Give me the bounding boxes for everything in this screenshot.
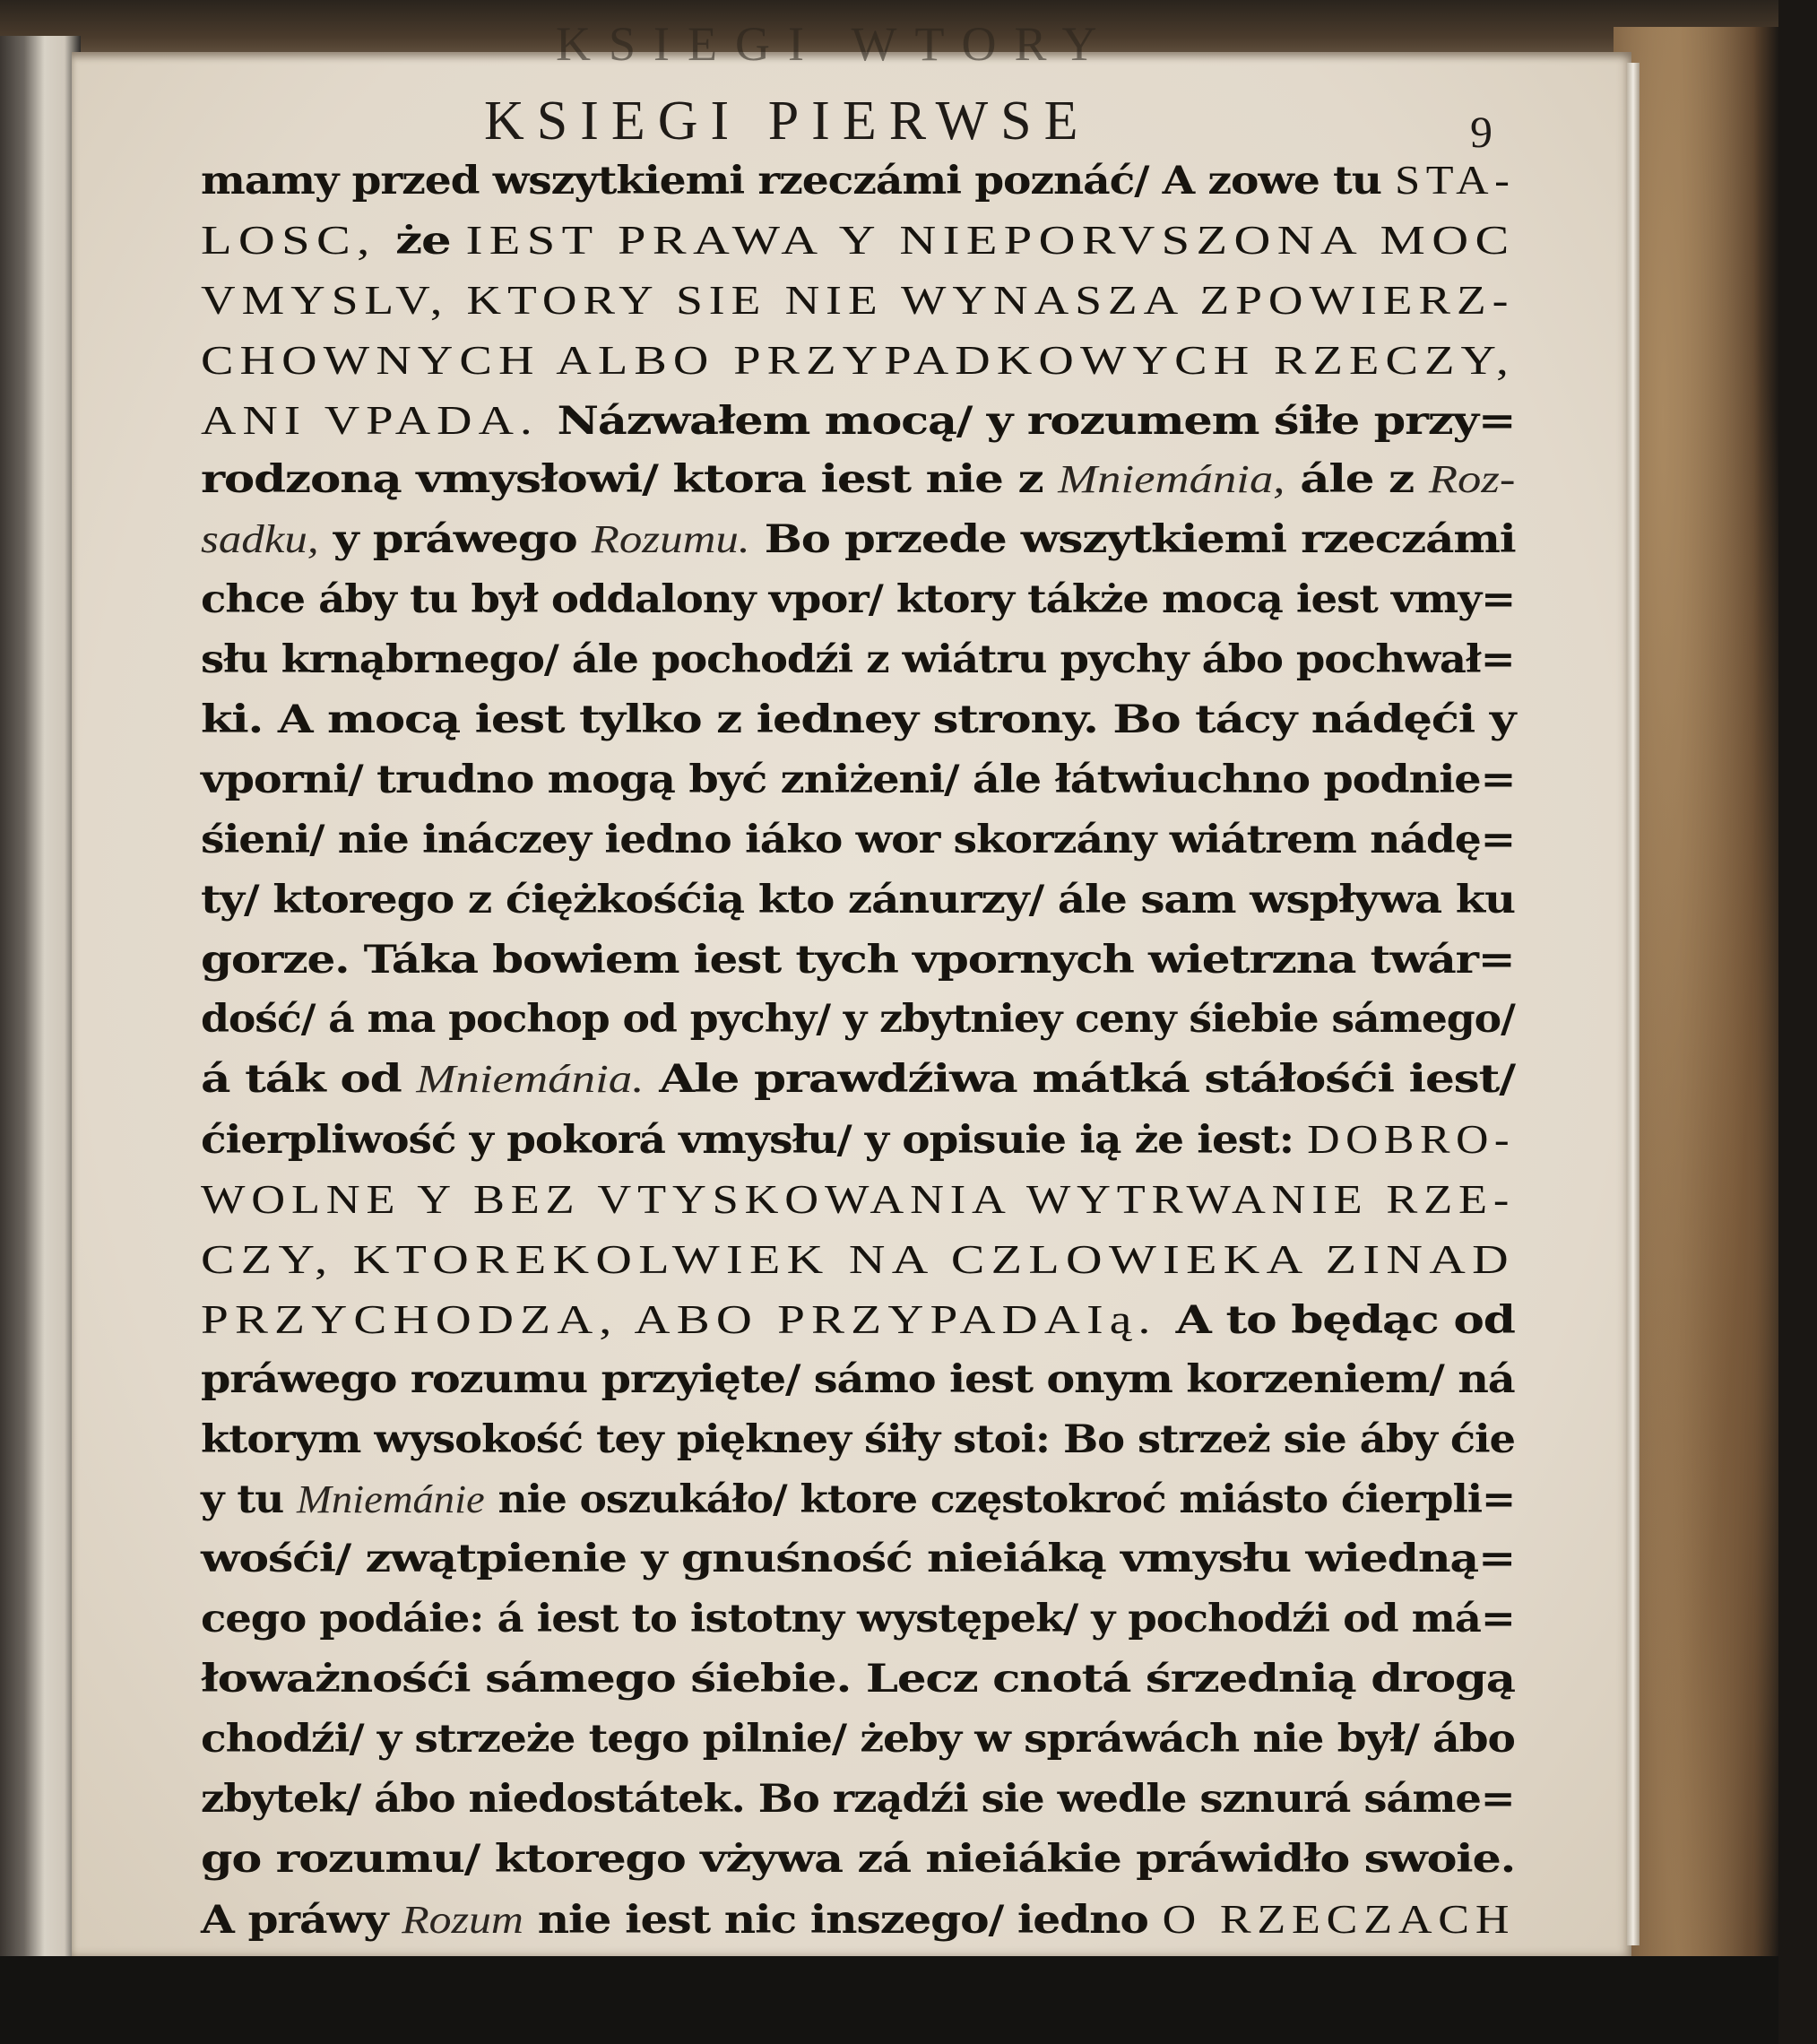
text-line: [201, 750, 1659, 810]
roman-caps-text: ANI VPADA.: [201, 396, 558, 443]
blackletter-text: ktorym wysokość tey piękney śiły stoi: Bo strzeż sie áby ćie: [201, 1416, 1515, 1462]
blackletter-text: nie iest nic inszego/ iedno: [523, 1897, 1163, 1943]
blackletter-text: ty/ ktorego z ćiężkośćią kto zánurzy/ ále sam wspływa ku: [201, 877, 1515, 922]
roman-caps-text: VMYSLV, KTORY SIE NIE WYNASZA ZPOWIERZ-: [201, 276, 1515, 323]
italic-text: Mniemánie: [297, 1477, 485, 1521]
blackletter-text: dość/ á ma pochop od pychy/ y zbytniey ceny śiebie sámego/: [201, 997, 1515, 1043]
text-line: [201, 690, 1766, 750]
blackletter-text: práwego rozumu przyięte/ sámo iest onym korzeniem/ ná: [201, 1356, 1515, 1402]
page-body-text: [201, 151, 1515, 1950]
roman-caps-text: WOLNE Y BEZ VTYSKOWANIA WYTRWANIE RZE-: [201, 1176, 1516, 1223]
text-line: [201, 1290, 1782, 1350]
italic-text: Rozumu.: [591, 517, 750, 562]
text-line: [201, 570, 1626, 630]
blackletter-text: śieni/ nie ináczey iedno iáko wor skorzány wiátrem nádę=: [201, 817, 1516, 862]
blackletter-text: chodźi/ y strzeże tego pilnie/ żeby w spráwách nie był/ ábo: [201, 1717, 1515, 1763]
blackletter-text: cego podáie: á iest to istotny występek/ y pochodźi od má=: [201, 1597, 1515, 1642]
text-line: [201, 1529, 1745, 1589]
text-line: [201, 510, 1723, 570]
blackletter-text: ki. A mocą iest tylko z iedney strony. Bo tácy nádęći y: [201, 697, 1516, 743]
roman-caps-text: O RZECZACH: [1162, 1895, 1516, 1942]
text-line: [201, 271, 1728, 331]
blackletter-text: ćierpliwość y pokorá vmysłu/ y opisuie ią że iest:: [201, 1118, 1308, 1164]
blackletter-text: vporni/ trudno mogą być zniżeni/ ále łátwiuchno podnie=: [201, 757, 1516, 802]
scan-background: [0, 1956, 1778, 2044]
blackletter-text: Ale prawdźiwa mátká stáłośći iest/: [644, 1057, 1515, 1103]
text-line: [201, 1890, 1690, 1950]
page-number: 9: [1470, 107, 1493, 157]
text-line: [201, 990, 1596, 1050]
blackletter-text: zbytek/ ábo niedostátek. Bo rządźi sie wedle sznurá sáme=: [201, 1777, 1515, 1823]
roman-caps-text: CHOWNYCH ALBO PRZYPADKOWYCH RZECZY,: [201, 336, 1515, 383]
italic-text: Rozum: [402, 1897, 523, 1942]
blackletter-text: A práwy: [201, 1897, 402, 1943]
text-line: [201, 1050, 1780, 1110]
blackletter-text: A to będąc od: [1175, 1297, 1515, 1343]
blackletter-text: y tu: [201, 1477, 298, 1522]
text-line: [201, 1710, 1640, 1770]
text-line: [201, 870, 1674, 931]
roman-caps-text: LOSC,: [201, 216, 396, 263]
text-line: [201, 1770, 1618, 1830]
blackletter-text: y práwego: [318, 517, 592, 563]
roman-caps-text: IEST PRAWA Y NIEPORVSZONA MOC: [465, 216, 1516, 263]
text-line: [201, 1470, 1593, 1530]
italic-text: Mniemánia.: [416, 1057, 645, 1102]
text-line: [201, 1170, 1698, 1230]
text-line: [201, 151, 1640, 211]
roman-caps-text: STA-: [1395, 157, 1516, 203]
show-through-text: [556, 17, 1115, 71]
italic-text: Roz-: [1428, 457, 1516, 502]
roman-caps-text: PRZYCHODZA, ABO PRZYPADAIą.: [201, 1295, 1176, 1342]
text-line: [201, 1230, 1804, 1290]
text-line: [201, 630, 1620, 690]
text-line: [201, 1410, 1617, 1470]
text-line: [201, 1830, 1754, 1890]
blackletter-text: słu krnąbrnego/ ále pochodźi z wiátru pychy ábo pochwał=: [201, 637, 1515, 683]
text-line: [201, 810, 1643, 870]
running-head: KSIEGI PIERWSE: [484, 91, 1091, 152]
facing-page-edge: [0, 36, 81, 1972]
roman-caps-text: DOBRO-: [1307, 1116, 1516, 1163]
blackletter-text: że: [395, 218, 466, 264]
blackletter-text: rodzoną vmysłowi/ ktora iest nie z: [201, 457, 1059, 503]
blackletter-text: gorze. Táka bowiem iest tych vpornych wietrzna twár=: [201, 937, 1515, 983]
text-line: [201, 931, 1730, 991]
blackletter-text: mamy przed wszytkiemi rzeczámi poznáć/ A zowe tu: [201, 159, 1396, 204]
blackletter-text: ále z: [1285, 457, 1429, 503]
blackletter-text: á ták od: [201, 1057, 417, 1103]
text-line: [201, 1650, 1772, 1710]
text-line: [201, 450, 1775, 510]
blackletter-text: Bo przede wszytkiemi rzeczámi: [749, 517, 1516, 563]
blackletter-text: chce áby tu był oddalony vpor/ ktory tákże mocą iest vmy=: [201, 577, 1516, 623]
blackletter-text: Názwałem mocą/ y rozumem śiłe przy=: [557, 398, 1516, 444]
text-line: [201, 391, 1757, 451]
text-line: [201, 1589, 1622, 1650]
blackletter-text: go rozumu/ ktorego vżywa zá nieiákie práwidło swoie.: [201, 1836, 1516, 1882]
italic-text: sadku,: [201, 517, 319, 562]
show-through-label: KSIEGI WTORY: [556, 17, 1115, 71]
text-line: [201, 1110, 1636, 1170]
blackletter-text: łoważnośći sámego śiebie. Lecz cnotá śrzednią drogą: [201, 1657, 1515, 1702]
text-line: [201, 331, 1761, 391]
italic-text: Mniemánia,: [1058, 457, 1285, 502]
blackletter-text: nie oszukáło/ ktore częstokroć miásto ćierpli=: [484, 1477, 1516, 1522]
roman-caps-text: CZY, KTOREKOLWIEK NA CZLOWIEKA ZINAD: [201, 1236, 1516, 1283]
blackletter-text: wośći/ zwątpienie y gnuśność nieiáką vmysłu wiedną=: [201, 1537, 1516, 1582]
text-line: [201, 211, 1817, 271]
text-line: [201, 1350, 1659, 1410]
